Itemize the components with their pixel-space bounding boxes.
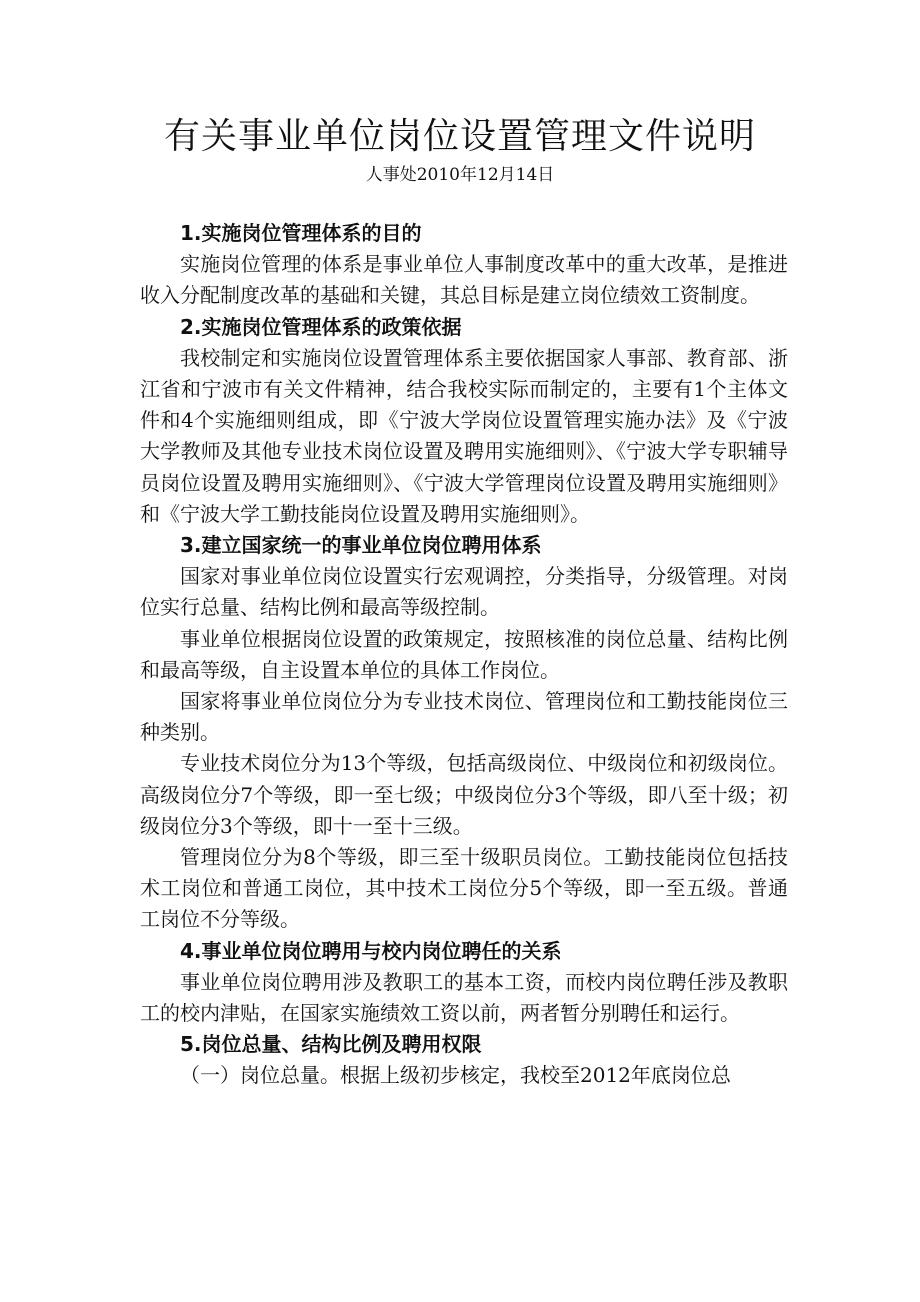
section-5-paragraph: （一）岗位总量。根据上级初步核定，我校至2012年底岗位总 — [180, 1063, 731, 1088]
document-subtitle: 人事处2010年12月14日 — [365, 165, 555, 185]
section-3-paragraph-4: 专业技术岗位分为13个等级，包括高级岗位、中级岗位和初级岗位。高级岗位分7个等级，即一至七级；中级岗位分3个等级，即八至十级；初级岗位分3个等级，即十一至十三级。 — [140, 751, 788, 838]
section-3-paragraph-2: 事业单位根据岗位设置的政策规定，按照核准的岗位总量、结构比例和最高等级，自主设置本单位的具体工作岗位。 — [140, 626, 788, 682]
section-3-heading: 3.建立国家统一的事业单位岗位聘用体系 — [180, 533, 542, 558]
section-2-paragraph: 我校制定和实施岗位设置管理体系主要依据国家人事部、教育部、浙江省和宁波市有关文件精神，结合我校实际而制定的，主要有1个主体文件和4个实施细则组成，即《宁波大学岗位设置管理实施办法》及《宁波大学教师及其他专业技术岗位设置及聘用实施细则》、《宁波大学专职辅导员岗位设置及聘用实施细则》、《宁波大学管理岗位设置及聘用实施细则》和《宁波大学工勤技能岗位设置及聘用实施细则》。 — [140, 345, 788, 526]
section-3-paragraph-1: 国家对事业单位岗位设置实行宏观调控，分类指导，分级管理。对岗位实行总量、结构比例和最高等级控制。 — [140, 564, 788, 620]
section-1-heading: 1.实施岗位管理体系的目的 — [180, 221, 422, 245]
section-4-paragraph: 事业单位岗位聘用涉及教职工的基本工资，而校内岗位聘任涉及教职工的校内津贴，在国家实施绩效工资以前，两者暂分别聘任和运行。 — [140, 969, 788, 1026]
section-3-paragraph-5: 管理岗位分为8个等级，即三至十级职员岗位。工勤技能岗位包括技术工岗位和普通工岗位，其中技术工岗位分5个等级，即一至五级。普通工岗位不分等级。 — [140, 845, 788, 932]
section-5-heading: 5.岗位总量、结构比例及聘用权限 — [180, 1032, 482, 1057]
section-3-paragraph-3: 国家将事业单位岗位分为专业技术岗位、管理岗位和工勤技能岗位三种类别。 — [140, 689, 788, 745]
section-4-heading: 4.事业单位岗位聘用与校内岗位聘任的关系 — [180, 938, 562, 963]
section-1-paragraph: 实施岗位管理的体系是事业单位人事制度改革中的重大改革，是推进收入分配制度改革的基础和关键，其总目标是建立岗位绩效工资制度。 — [140, 252, 788, 308]
document-body — [140, 218, 788, 1092]
section-2-heading: 2.实施岗位管理体系的政策依据 — [180, 314, 462, 339]
document-title: 有关事业单位岗位设置管理文件说明 — [163, 116, 756, 157]
